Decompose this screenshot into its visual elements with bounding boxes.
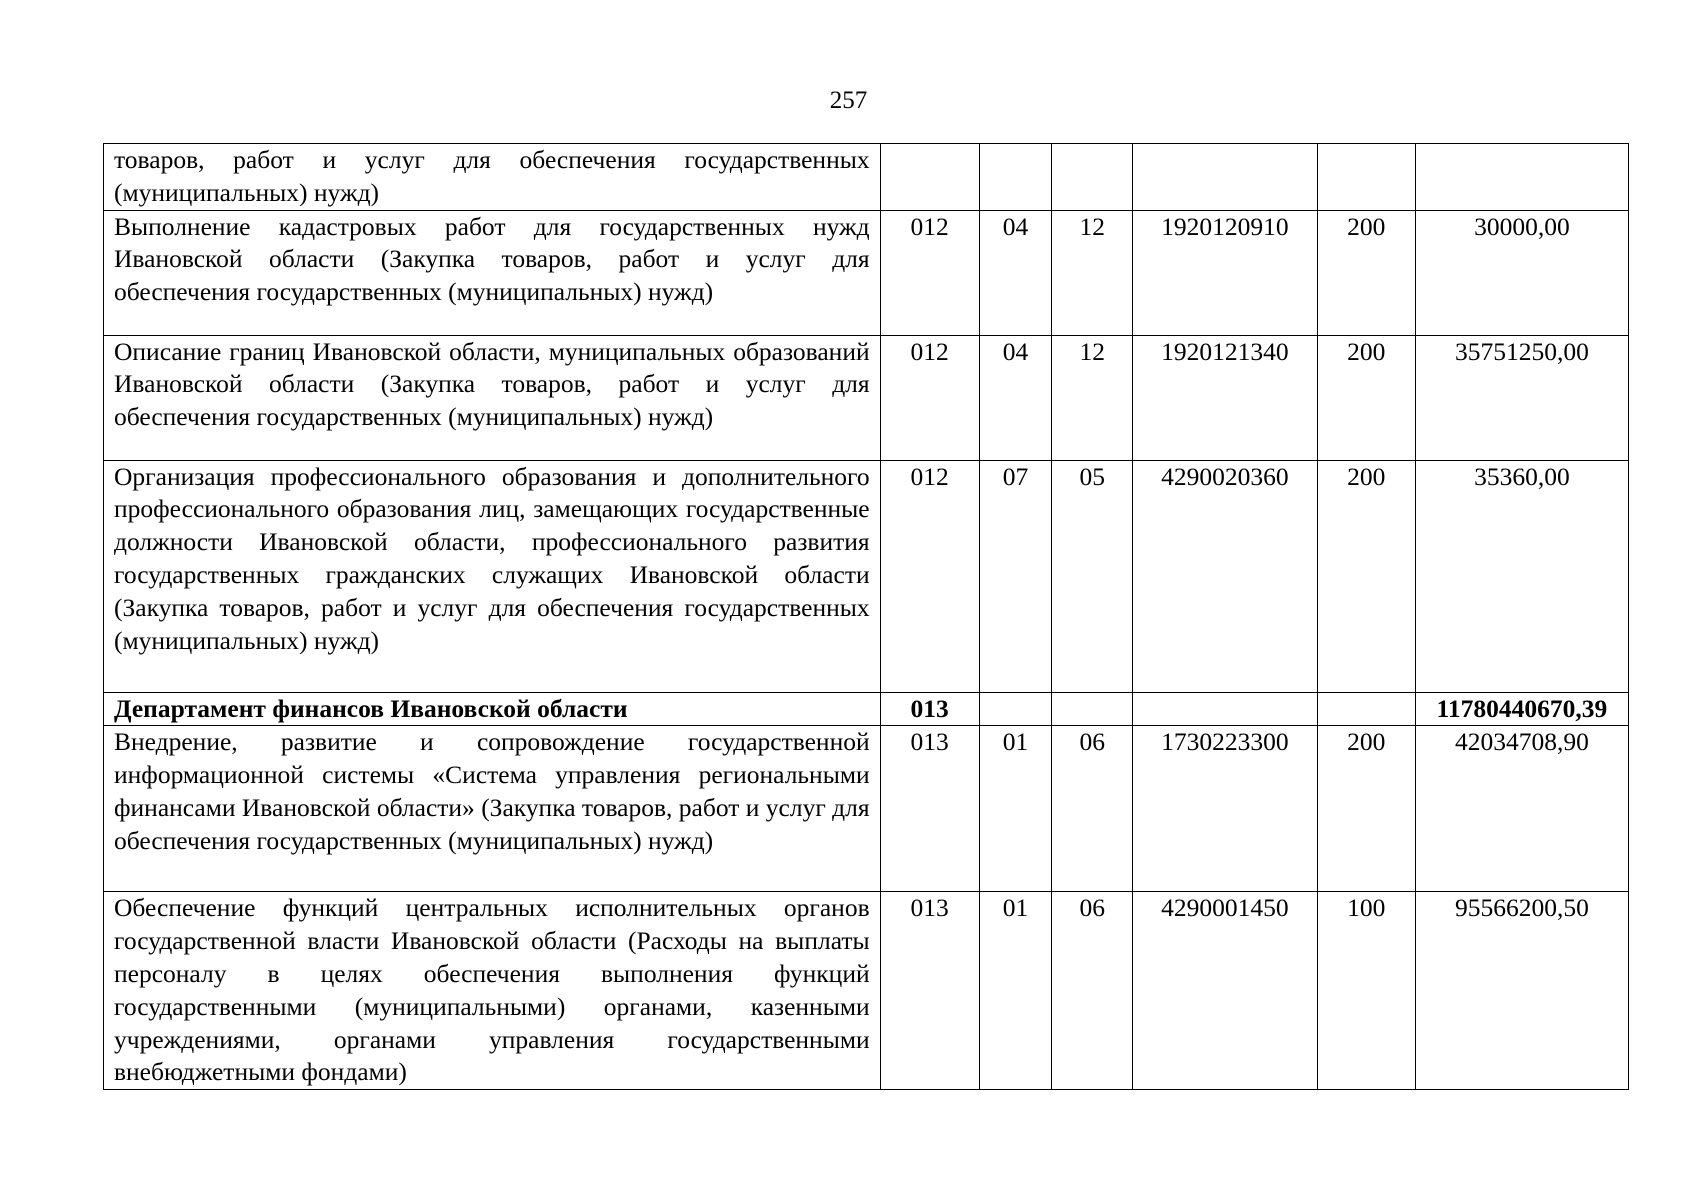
section-code: 01 [979,892,1052,1090]
subsection-code: 05 [1052,460,1132,692]
row-description: товаров, работ и услуг для обеспечения государственных (муниципальных) нужд) [104,144,881,211]
ministry-code: 012 [880,210,979,335]
ministry-code: 013 [880,726,979,892]
table-row [104,144,1629,211]
amount: 35360,00 [1415,460,1628,692]
ministry-code: 013 [880,692,979,726]
section-code: 04 [979,210,1052,335]
subsection-code [1052,692,1132,726]
row-description: Организация профессионального образования и дополнительного профессионального образования лиц, замещающих государственные должности Ивановской области, профессионального развития государственных гражданских служащих Ивановской области (Закупка товаров, работ и услуг для обеспечения государственных (муниципальных) нужд) [104,460,881,692]
amount: 42034708,90 [1415,726,1628,892]
amount: 30000,00 [1415,210,1628,335]
row-description: Описание границ Ивановской области, муниципальных образований Ивановской области (Закупка товаров, работ и услуг для обеспечения государственных (муниципальных) нужд) [104,335,881,460]
expense-type-code: 200 [1317,210,1415,335]
ministry-code: 012 [880,460,979,692]
table-row [104,726,1629,892]
target-article-code: 4290020360 [1132,460,1317,692]
expense-type-code: 200 [1317,460,1415,692]
expense-type-code: 200 [1317,726,1415,892]
budget-table [103,143,1629,1090]
target-article-code [1132,692,1317,726]
section-code [979,144,1052,211]
amount: 35751250,00 [1415,335,1628,460]
section-code: 07 [979,460,1052,692]
subsection-code: 12 [1052,335,1132,460]
subsection-code [1052,144,1132,211]
ministry-code: 013 [880,892,979,1090]
ministry-code [880,144,979,211]
expense-type-code [1317,692,1415,726]
amount [1415,144,1628,211]
row-description: Внедрение, развитие и сопровождение государственной информационной системы «Система управления региональными финансами Ивановской области» (Закупка товаров, работ и услуг для обеспечения государственных (муниципальных) нужд) [104,726,881,892]
table-row [104,892,1629,1090]
expense-type-code [1317,144,1415,211]
section-code: 04 [979,335,1052,460]
page-number: 257 [829,87,868,114]
target-article-code: 1920121340 [1132,335,1317,460]
department-row [104,692,1629,726]
section-code [979,692,1052,726]
subsection-code: 06 [1052,892,1132,1090]
table-row [104,460,1629,692]
target-article-code [1132,144,1317,211]
row-description: Обеспечение функций центральных исполнительных органов государственной власти Ивановской области (Расходы на выплаты персоналу в целях обеспечения выполнения функций государственными (муниципальными) органами, казенными учреждениями, органами управления государственными внебюджетными фондами) [104,892,881,1090]
ministry-code: 012 [880,335,979,460]
subsection-code: 12 [1052,210,1132,335]
amount: 95566200,50 [1415,892,1628,1090]
row-description: Выполнение кадастровых работ для государственных нужд Ивановской области (Закупка товаров, работ и услуг для обеспечения государственных (муниципальных) нужд) [104,210,881,335]
section-code: 01 [979,726,1052,892]
subsection-code: 06 [1052,726,1132,892]
expense-type-code: 100 [1317,892,1415,1090]
table-row [104,335,1629,460]
target-article-code: 1920120910 [1132,210,1317,335]
target-article-code: 4290001450 [1132,892,1317,1090]
target-article-code: 1730223300 [1132,726,1317,892]
expense-type-code: 200 [1317,335,1415,460]
table-row [104,210,1629,335]
department-total-amount: 11780440670,39 [1415,692,1628,726]
department-name: Департамент финансов Ивановской области [104,692,881,726]
